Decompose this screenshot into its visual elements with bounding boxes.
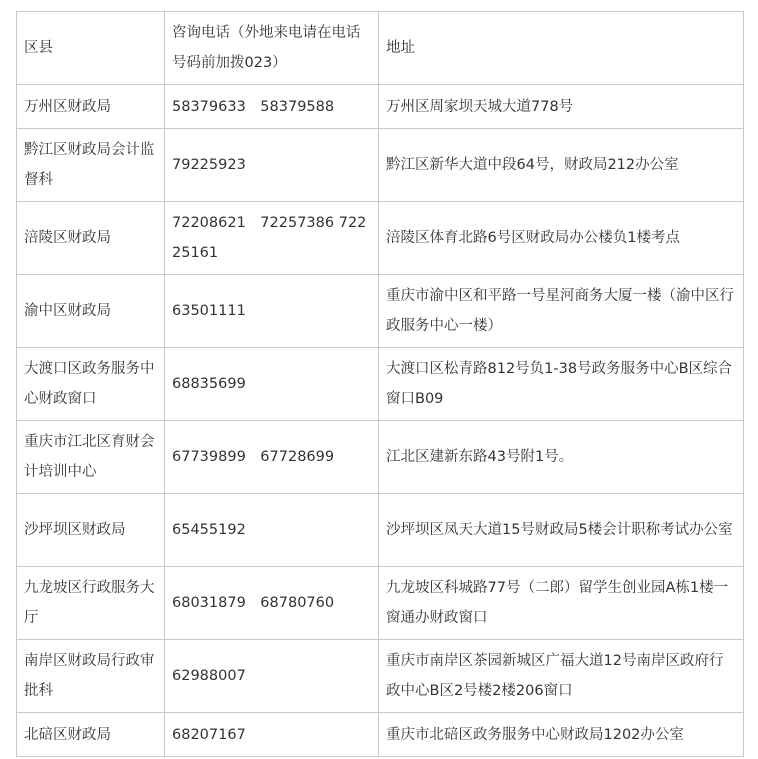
district-cell: 大渡口区政务服务中心财政窗口 — [17, 348, 165, 421]
table-row — [17, 494, 744, 567]
address-cell: 万州区周家坝天城大道778号 — [379, 85, 744, 129]
district-cell: 北碚区财政局 — [17, 713, 165, 757]
table-row — [17, 275, 744, 348]
phone-cell: 67739899 67728699 — [165, 421, 379, 494]
address-cell: 重庆市南岸区茶园新城区广福大道12号南岸区政府行政中心B区2号楼2楼206窗口 — [379, 640, 744, 713]
phone-cell: 62988007 — [165, 640, 379, 713]
phone-cell: 68031879 68780760 — [165, 567, 379, 640]
table-row — [17, 640, 744, 713]
address-cell: 江北区建新东路43号附1号。 — [379, 421, 744, 494]
district-cell: 重庆市江北区育财会计培训中心 — [17, 421, 165, 494]
header-phone: 咨询电话（外地来电请在电话号码前加拨023） — [165, 12, 379, 85]
address-cell: 重庆市北碚区政务服务中心财政局1202办公室 — [379, 713, 744, 757]
district-cell: 南岸区财政局行政审批科 — [17, 640, 165, 713]
address-cell: 沙坪坝区凤天大道15号财政局5楼会计职称考试办公室 — [379, 494, 744, 567]
district-cell: 黔江区财政局会计监督科 — [17, 129, 165, 202]
table-row — [17, 713, 744, 757]
contact-table — [16, 11, 744, 757]
phone-cell: 72208621 72257386 72225161 — [165, 202, 379, 275]
table-row — [17, 348, 744, 421]
address-cell: 九龙坡区科城路77号（二郎）留学生创业园A栋1楼一窗通办财政窗口 — [379, 567, 744, 640]
phone-cell: 79225923 — [165, 129, 379, 202]
header-district: 区县 — [17, 12, 165, 85]
address-cell: 涪陵区体育北路6号区财政局办公楼负1楼考点 — [379, 202, 744, 275]
table-row — [17, 202, 744, 275]
table-row — [17, 129, 744, 202]
phone-cell: 68207167 — [165, 713, 379, 757]
phone-cell: 63501111 — [165, 275, 379, 348]
header-address: 地址 — [379, 12, 744, 85]
phone-cell: 65455192 — [165, 494, 379, 567]
address-cell: 黔江区新华大道中段64号，财政局212办公室 — [379, 129, 744, 202]
district-cell: 沙坪坝区财政局 — [17, 494, 165, 567]
table-row — [17, 85, 744, 129]
table-header-row — [17, 12, 744, 85]
district-cell: 九龙坡区行政服务大厅 — [17, 567, 165, 640]
table-row — [17, 421, 744, 494]
district-cell: 渝中区财政局 — [17, 275, 165, 348]
district-cell: 涪陵区财政局 — [17, 202, 165, 275]
district-cell: 万州区财政局 — [17, 85, 165, 129]
phone-cell: 58379633 58379588 — [165, 85, 379, 129]
address-cell: 重庆市渝中区和平路一号星河商务大厦一楼（渝中区行政服务中心一楼） — [379, 275, 744, 348]
phone-cell: 68835699 — [165, 348, 379, 421]
address-cell: 大渡口区松青路812号负1-38号政务服务中心B区综合窗口B09 — [379, 348, 744, 421]
table-row — [17, 567, 744, 640]
